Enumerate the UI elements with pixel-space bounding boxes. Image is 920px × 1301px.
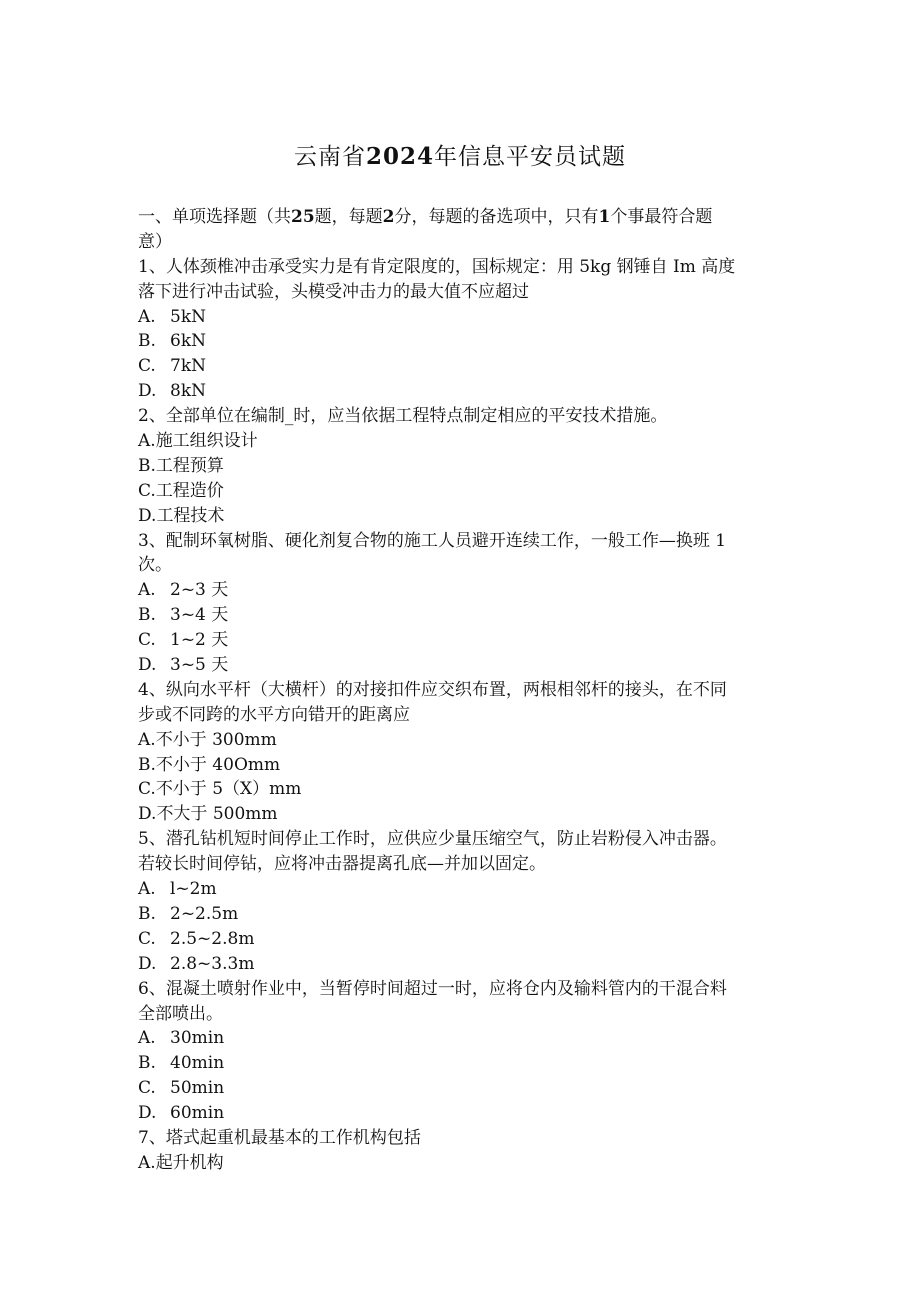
question-2 — [138, 404, 798, 528]
option-d: D.工程技术 — [138, 505, 225, 526]
question-text: 6、混凝土喷射作业中，当暂停时间超过一时，应将仓内及输料管内的干混合料 — [138, 978, 727, 999]
option-c: C. 50min — [138, 1078, 225, 1099]
option-c: C. 7kN — [138, 356, 206, 377]
question-5 — [138, 827, 798, 976]
option-d: D. 3~5 天 — [138, 655, 229, 676]
option-a: A. 2~3 天 — [138, 580, 229, 601]
title-year: 2024 — [365, 143, 434, 170]
section-heading: 一、单项选择题（共25题，每题2分，每题的备选项中，只有1个事最符合题 — [138, 207, 713, 227]
option-b: B.工程预算 — [138, 455, 224, 476]
option-c: C.不小于 5（X）mm — [138, 779, 302, 800]
title-prefix: 云南省 — [293, 144, 366, 170]
question-text: 5、潜孔钻机短时间停止工作时，应供应少量压缩空气，防止岩粉侵入冲击器。 — [138, 829, 727, 850]
question-7 — [138, 1126, 798, 1176]
question-1 — [138, 255, 798, 404]
option-a: A.施工组织设计 — [138, 431, 258, 452]
option-a: A.起升机构 — [138, 1152, 224, 1173]
question-text: 步或不同跨的水平方向错开的距离应 — [138, 704, 410, 725]
option-a: A. 30min — [138, 1028, 225, 1049]
option-d: D. 60min — [138, 1103, 225, 1124]
question-text: 1、人体颈椎冲击承受实力是有肯定限度的，国标规定：用 5kg 钢锤自 Im 高度 — [138, 256, 736, 277]
option-c: C. 2.5~2.8m — [138, 928, 255, 949]
question-text: 2、全部单位在编制_时，应当依据工程特点制定相应的平安技术措施。 — [138, 406, 668, 427]
question-list — [138, 205, 798, 1176]
option-b: B. 6kN — [138, 331, 206, 352]
question-text: 3、配制环氧树脂、硬化剂复合物的施工人员避开连续工作，一般工作—换班 1 — [138, 530, 727, 551]
question-text: 全部喷出。 — [138, 1003, 223, 1024]
question-text: 落下进行冲击试验，头模受冲击力的最大值不应超过 — [138, 281, 529, 302]
option-c: C.工程造价 — [138, 480, 224, 501]
question-text: 若较长时间停钻，应将冲击器提离孔底—并加以固定。 — [138, 854, 546, 875]
option-a: A. 5kN — [138, 306, 206, 327]
option-a: A. l~2m — [138, 879, 217, 900]
question-6 — [138, 977, 798, 1126]
option-d: D. 2.8~3.3m — [138, 953, 255, 974]
option-b: B.不小于 40Omm — [138, 754, 281, 775]
option-b: B. 2~2.5m — [138, 903, 239, 924]
option-b: B. 40min — [138, 1053, 225, 1074]
title-suffix: 年信息平安员试题 — [434, 144, 626, 170]
option-b: B. 3~4 天 — [138, 605, 229, 626]
option-a: A.不小于 300mm — [138, 729, 277, 750]
question-text: 4、纵向水平杆（大横杆）的对接扣件应交织布置，两根相邻杆的接头，在不同 — [138, 679, 727, 700]
page-title — [0, 140, 920, 174]
option-c: C. 1~2 天 — [138, 630, 229, 651]
option-d: D. 8kN — [138, 381, 206, 402]
question-text: 7、塔式起重机最基本的工作机构包括 — [138, 1127, 421, 1148]
option-d: D.不大于 500mm — [138, 804, 278, 825]
section-heading-cont: 意） — [138, 231, 172, 252]
question-text: 次。 — [138, 555, 172, 576]
question-4 — [138, 678, 798, 827]
question-3 — [138, 529, 798, 678]
